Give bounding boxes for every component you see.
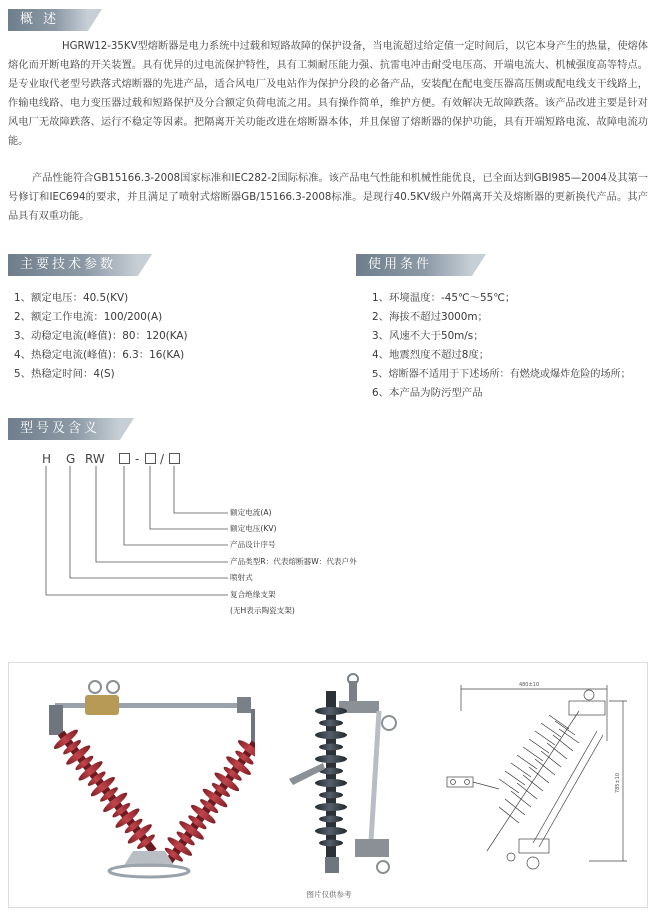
spec-item: 2、额定工作电流：100/200(A)	[14, 311, 163, 323]
conditions-list	[372, 289, 654, 403]
overview-section-header	[8, 9, 88, 31]
model-section-header	[8, 418, 120, 440]
legend-rated-voltage: 额定电压(KV)	[230, 524, 277, 533]
spec-item: 3、动稳定电流(峰值)：80：120(KA)	[14, 330, 188, 342]
overview-paragraph-2: 产品性能符合GB15166.3-2008国家标准和IEC282-2国际标准。该产品电气性能和机械性能优良，已全面达到GBI985—2004及其第一号修订和IEC694的要求，并且满足了喷射式熔断器GB/15166.3-2008标准。是现行40.5KV级户外隔离开关及熔断器的更新换代产品。其产品具有双重功能。	[8, 173, 648, 222]
model-code-h: H	[42, 452, 52, 466]
conditions-section-header	[356, 254, 472, 276]
condition-item: 3、风速不大于50m/s；	[372, 330, 484, 342]
spec-item: 5、热稳定时间：4(S)	[14, 368, 115, 380]
model-code-g: G	[66, 452, 76, 466]
product-figure	[8, 662, 648, 908]
model-code-box-voltage	[145, 453, 156, 464]
legend-jet-type: 喷射式	[230, 573, 253, 582]
legend-design-serial: 产品设计序号	[230, 540, 276, 549]
dimension-height-label: 785±10	[615, 772, 621, 794]
fuse-technical-drawing	[429, 671, 639, 886]
dropout-fuse-photo	[279, 671, 409, 886]
dimension-width-label: 480±10	[518, 682, 540, 688]
v-type-fuse-photo	[15, 671, 255, 886]
spec-item: 4、热稳定电流(峰值)：6.3：16(KA)	[14, 349, 185, 361]
condition-item: 2、海拔不超过3000m；	[372, 311, 488, 323]
legend-rated-current: 额定电流(A)	[230, 508, 272, 517]
condition-item: 1、环境温度：-45℃～55℃；	[372, 292, 516, 304]
spec-item: 1、额定电压：40.5(KV)	[14, 292, 129, 304]
model-code-box-current	[169, 453, 180, 464]
figure-caption: 图片仅供参考	[306, 890, 352, 899]
overview-paragraph-1: HGRW12-35KV型熔断器是电力系统中过载和短路故障的保护设备，当电流超过给定值一定时间后，以它本身产生的热量，使熔体熔化而开断电路的开关装置。具有优异的过电流保护特性，具有工频耐压能力强、抗雷电冲击耐受电压高、开端电流大、机械强度高等特点。是专业取代老型号跌落式熔断器的先进产品，适合风电厂及电站作为保护分段的必备产品，安装配在配电变压器高压侧或配电线支干线路上，作输电线路、电力变压器过载和短路保护及分合额定负荷电流之用。具有操作简单，维护方便。有效解决无故障跌落。该产品改进主要是针对风电厂无故障跌落、运行不稳定等因素。把隔离开关功能改进在熔断器本体，并且保留了熔断器的保护功能，具有开端短路电流、故障电流功能。	[8, 41, 648, 147]
conditions-title: 使用条件	[368, 257, 433, 272]
legend-ceramic-note: (无H表示陶瓷支架)	[230, 606, 295, 615]
overview-title: 概 述	[20, 12, 60, 27]
specs-section-header	[8, 254, 138, 276]
specs-title: 主要技术参数	[20, 257, 117, 272]
legend-composite-support: 复合绝缘支架	[230, 590, 276, 599]
model-code-slash: /	[160, 452, 165, 466]
legend-product-type: 产品类型R：代表熔断器W：代表户外	[230, 557, 357, 566]
model-code-dash: -	[135, 452, 140, 466]
condition-item: 6、本产品为防污型产品	[372, 387, 483, 399]
model-title: 型号及含义	[20, 421, 101, 436]
specs-list	[14, 289, 334, 384]
condition-item: 4、地震烈度不超过8度；	[372, 349, 490, 361]
model-code-rw: RW	[85, 452, 105, 466]
model-code-box-serial	[119, 453, 130, 464]
condition-item: 5、熔断器不适用于下述场所：有燃烧或爆炸危险的场所；	[372, 369, 631, 380]
